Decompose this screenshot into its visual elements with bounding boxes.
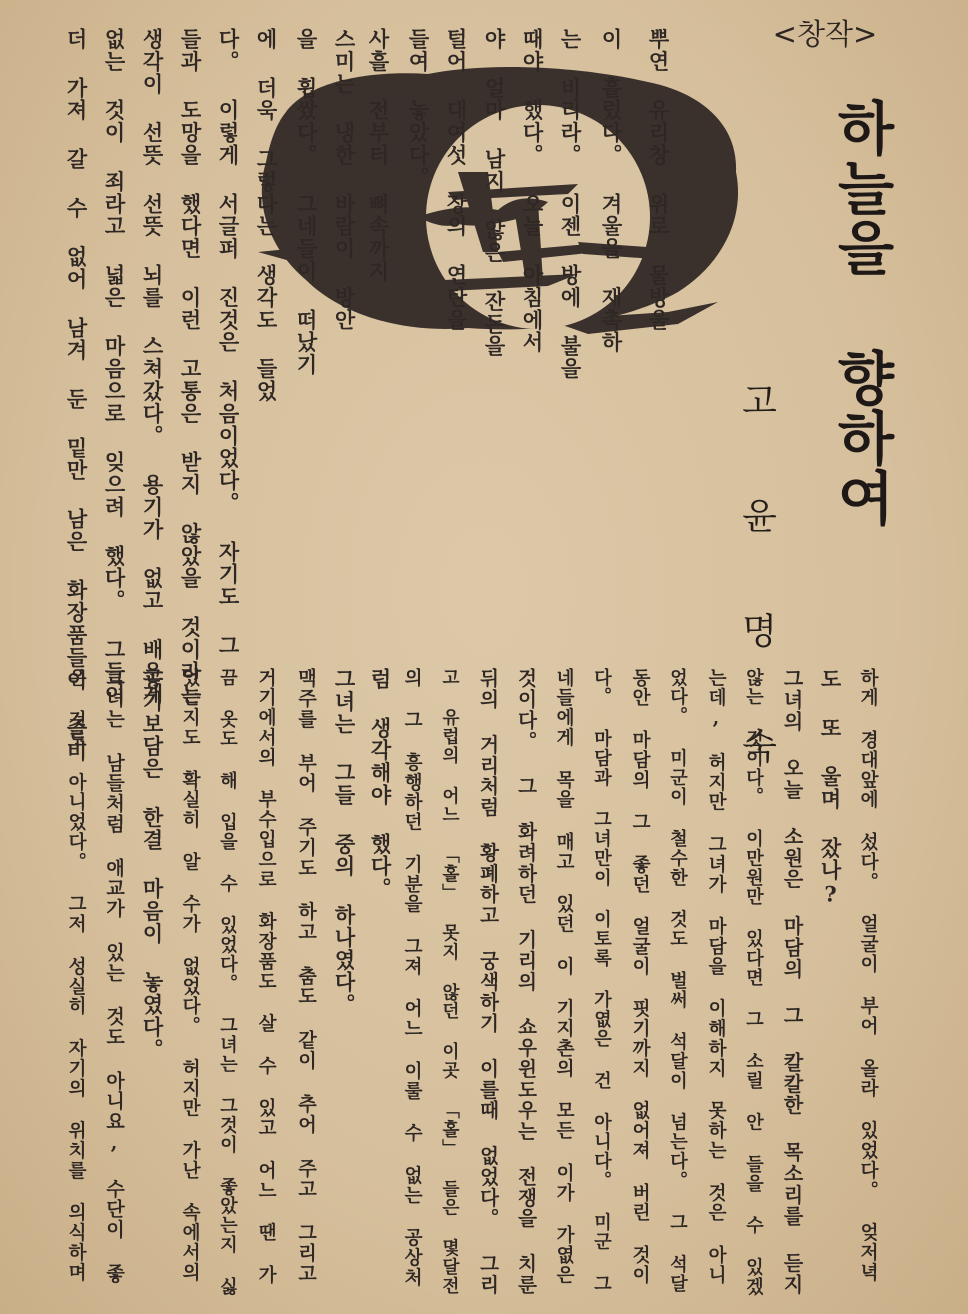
text-column: 것이다。 그 화려하던 기리의 쇼우윈도우는 전쟁을 치룬 [514, 668, 538, 1296]
text-column: 에 더욱 그렇다는 생각도 들었 [254, 28, 279, 403]
text-column: 의 그 흥행하던 기분을 그져 어느 이룰 수 없는 공상처 [401, 668, 423, 1288]
author-name: 고 윤 명 숙 [736, 382, 777, 782]
story-title: 하늘을 향하여 [827, 98, 895, 528]
text-column: 동안 마담의 그 좋던 얼굴이 핏기까지 없어져 버린 것이 [629, 668, 651, 1285]
text-column: 도 또 울며 잤나? [818, 668, 843, 908]
text-column: 었다。 미군이 철수한 것도 벌써 석달이 넘는다。 그 석달 [667, 668, 688, 1294]
text-column: 을 휩쌌다。 그네들이 떠났기 [294, 28, 319, 376]
text-column: 뿌연 유리창 위로 물방울 [646, 28, 671, 332]
text-column: 는 비리라。 이젠 방에 불을 [558, 28, 583, 380]
text-column: 럼 생각해야 했다。 [368, 668, 393, 900]
text-column: 고 유럽의 어느 「홀」 못지 않던 이곳 「홀」 들은 몇달전 [439, 668, 460, 1296]
text-column: 털어 대여섯 장의 연탄을 [444, 28, 469, 332]
text-column: 그녀는 그들 중의 하나였다。 [332, 668, 357, 1016]
section-label: <창작> [772, 17, 878, 51]
text-column: 하게 경대앞에 섰다。 얼굴이 부어 올라 있었다。 엊저녁 [857, 668, 879, 1283]
text-column: 이 흘렀다。 겨울을 재촉하 [599, 28, 624, 354]
text-column: 때야 했다。 오늘 아침에서 [520, 28, 545, 354]
text-column: 뒤의 거리처럼 황폐하고 궁색하기 이를때 없었다。 그리 [476, 668, 500, 1296]
text-column: 끔 옷도 해 입을 수 있었다。 그녀는 그것이 좋았는지 싫 [217, 668, 238, 1297]
text-column: 더 가져 갈 수 없어 남겨 둔 밑만 남은 화장품들이 즐비 [64, 28, 89, 763]
text-column: 네들에게 목을 매고 있던 이 기지촌의 모든 이가 가엾은 [553, 668, 575, 1285]
text-column: 스미는 냉한 바람이 방안 [332, 28, 357, 332]
text-column: 다。 이렇게 서글퍼 진것은 처음이었다。 자기도 그 [216, 28, 241, 657]
text-column: 는데, 허지만 그녀가 마담을 이해하지 못하는 것은 아니 [705, 668, 727, 1285]
text-column: 그녀는 남들처럼 애교가 있는 것도 아니요, 수단이 좋 [103, 668, 125, 1284]
text-column: 공기보담은 한결 마음이 놓였다。 [140, 668, 165, 1061]
text-column: 야 얼마 남지 않은 잔돈을 [482, 28, 507, 358]
text-column: 그녀의 오늘 소원은 마담의 그 칼칼한 목소리를 듣지 [780, 668, 804, 1296]
text-column: 들과 도망을 했다면 이런 고통은 받지 않았을 것이라는 [178, 28, 203, 706]
text-column: 맥주를 부어 주기도 하고 춤도 같이 추어 주고 그리고 [295, 668, 317, 1284]
text-column: 않는 것이다。 이만원만 있다면 그 소릴 안 들을 수 있겠 [743, 668, 764, 1297]
text-column: 은 것도 아니었다。 그저 성실히 자기의 위치를 의식하며 [65, 668, 87, 1283]
text-column: 거기에서의 부수입으로 화장품도 살 수 있고 어느 땐 가 [255, 668, 277, 1285]
text-column: 사흘 전부터 뼈속까지 [366, 28, 391, 283]
text-column: 들여 놓았다。 [406, 28, 431, 189]
text-column: 었는지도 확실히 알 수가 없었다。 허지만 가난 속에서의 [179, 668, 201, 1283]
text-column: 다。 마담과 그녀만이 이토록 가엾은 건 아니다。 미군 그 [591, 668, 612, 1294]
text-column: 생각이 선뜻 선뜻 뇌를 스쳐갔다。 용기가 없고 배운게 [140, 28, 165, 706]
text-column: 없는 것이 죄라고 넓은 마음으로 잊으려 했다。 그들이 [102, 28, 127, 706]
